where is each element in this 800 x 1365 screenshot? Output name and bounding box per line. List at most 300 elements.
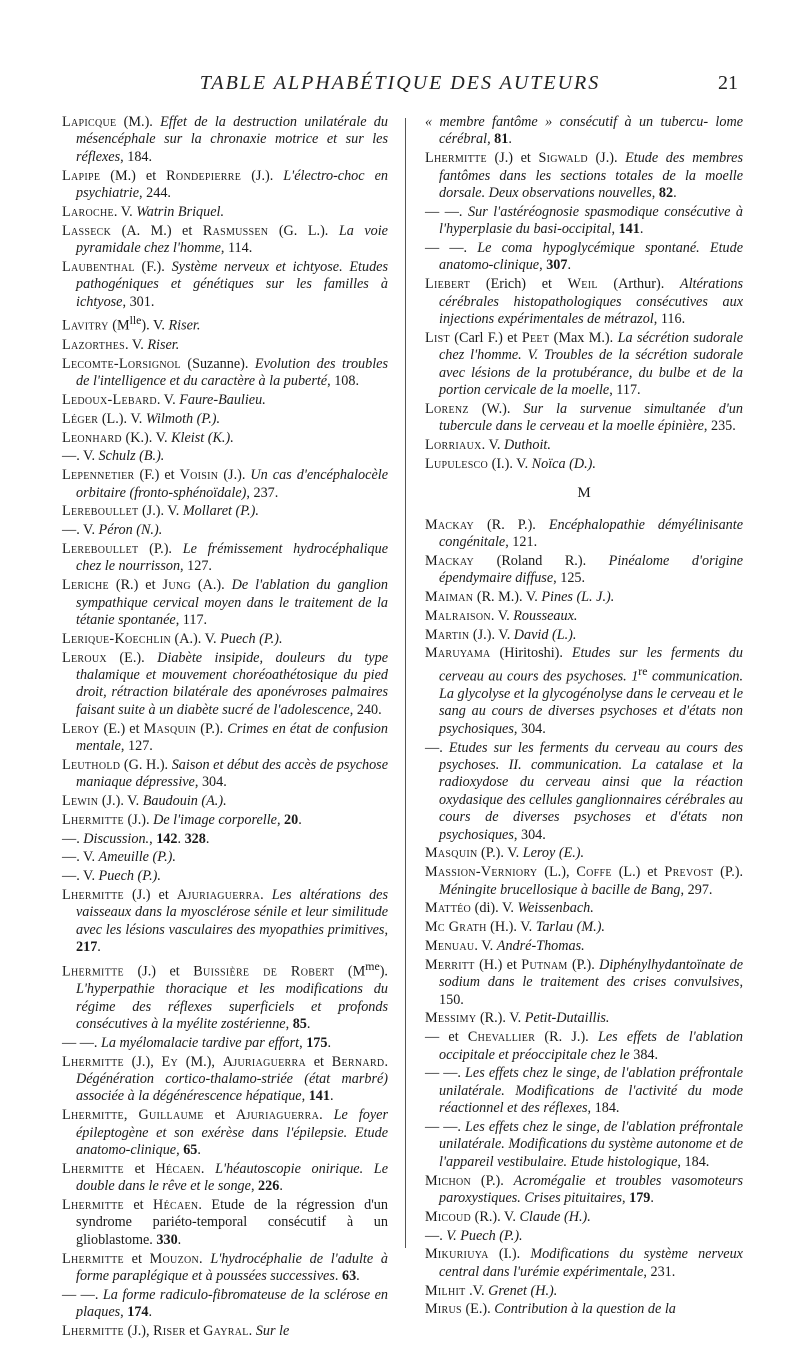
entry-text: (J.), bbox=[123, 1053, 162, 1070]
entry-text: (Hiritoshi). bbox=[490, 645, 572, 662]
index-entry bbox=[62, 887, 388, 957]
author-name: Léger bbox=[62, 410, 99, 427]
entry-text: — —. bbox=[62, 1286, 103, 1303]
entry-text: , bbox=[149, 830, 157, 847]
page-number: 21 bbox=[718, 72, 738, 94]
entry-text: (J.). bbox=[218, 467, 251, 484]
page-ref: 20 bbox=[284, 811, 299, 828]
work-title: « membre fantôme » consécutif à un tubercu- lome cérébral bbox=[425, 114, 743, 148]
entry-text: (K.). V. bbox=[121, 429, 172, 446]
entry-text: — —. bbox=[425, 1065, 466, 1082]
index-entry bbox=[62, 1161, 388, 1196]
page-ref: 174 bbox=[127, 1304, 149, 1321]
entry-text: . bbox=[567, 257, 572, 274]
index-entry bbox=[425, 150, 743, 202]
entry-text: , 114. bbox=[220, 240, 253, 257]
entry-text: . V. bbox=[156, 391, 180, 408]
work-title: Riser. bbox=[147, 336, 180, 353]
entry-text: (M.) et bbox=[100, 167, 167, 184]
work-title: Mollaret (P.). bbox=[182, 503, 259, 520]
entry-text: , 116. bbox=[653, 311, 686, 328]
author-name: Lepennetier bbox=[62, 467, 135, 484]
work-title: Saison et début des accès de psychose maniaque dépressive bbox=[76, 756, 388, 791]
work-title: Diabète insipide, douleurs du type thalamique et mouvement choréoathétosique du pied droit, rétraction bilatérale des aponévroses palmaires faisant suite à un diabète sucré de l'adolescence bbox=[76, 649, 388, 718]
entry-text: (Erich) et bbox=[470, 276, 568, 293]
entry-text: (M.), bbox=[178, 1053, 223, 1070]
author-name: Mc Grath bbox=[425, 919, 487, 936]
author-name: Voisin bbox=[179, 467, 219, 484]
entry-text: . bbox=[673, 185, 677, 202]
index-entry bbox=[425, 608, 743, 625]
author-name: Malraison bbox=[425, 607, 491, 624]
entry-text: . bbox=[248, 1322, 256, 1339]
author-name: Lhermitte bbox=[62, 1322, 124, 1339]
entry-text: , bbox=[384, 921, 388, 938]
entry-text: (E.). bbox=[461, 1301, 495, 1318]
author-name: Lhermitte bbox=[62, 1196, 124, 1213]
page-ref: 141 bbox=[618, 221, 640, 238]
index-entry bbox=[425, 517, 743, 552]
work-title: Diphénylhydantoïnate de sodium dans le traitement des crises convulsives bbox=[439, 956, 743, 991]
entry-text: (Roland R.). bbox=[474, 552, 609, 569]
entry-text: , bbox=[539, 257, 547, 274]
work-title: Ameuille (P.). bbox=[98, 849, 176, 866]
author-name: Buissière de Robert bbox=[193, 963, 335, 980]
entry-text: (R. M.). V. bbox=[473, 589, 542, 606]
index-entry bbox=[425, 1029, 743, 1064]
index-entry bbox=[425, 900, 743, 917]
work-title: Contribution à la question de la bbox=[494, 1301, 676, 1318]
work-title: André-Thomas. bbox=[496, 938, 585, 955]
entry-text: (M.). bbox=[116, 114, 161, 130]
author-name: Maiman bbox=[425, 589, 474, 606]
entry-text: . bbox=[279, 1178, 283, 1195]
entry-text: (E.) et bbox=[99, 720, 144, 737]
work-title: Grenet (H.). bbox=[488, 1282, 558, 1299]
index-entry bbox=[425, 919, 743, 936]
page-ref: 81 bbox=[494, 131, 509, 148]
right-column-l-entries bbox=[425, 114, 743, 473]
index-entry bbox=[425, 627, 743, 644]
index-entry bbox=[62, 259, 388, 311]
entry-text: (Carl F.) et bbox=[449, 329, 522, 346]
author-name: Merritt bbox=[425, 956, 475, 973]
entry-text: . bbox=[329, 1088, 334, 1105]
work-title: Un cas d'encéphalocèle orbitaire (fronto-sphénoïdale) bbox=[76, 467, 388, 501]
author-name: Bernard bbox=[331, 1053, 385, 1070]
work-title: Pines (L. J.). bbox=[541, 589, 615, 606]
author-name: Lupulesco bbox=[425, 455, 489, 472]
index-entry bbox=[425, 330, 743, 400]
entry-text: (I.). bbox=[488, 1246, 531, 1263]
work-title: Encéphalopathie démyélinisante congénitale bbox=[439, 516, 743, 551]
entry-text: (M bbox=[108, 318, 130, 335]
index-entry bbox=[62, 868, 388, 885]
work-title: Noïca (D.). bbox=[531, 455, 596, 472]
page-ref: 307 bbox=[546, 257, 568, 274]
index-entry bbox=[425, 401, 743, 436]
author-name: Martin bbox=[425, 626, 470, 643]
index-entry bbox=[425, 864, 743, 899]
entry-text: , 117. bbox=[609, 382, 641, 399]
index-entry bbox=[62, 312, 388, 335]
author-name: Lhermitte bbox=[62, 1160, 124, 1177]
index-entry bbox=[425, 1246, 743, 1281]
entry-text: , bbox=[487, 131, 495, 148]
index-entry bbox=[62, 958, 388, 1033]
author-name: Mattéo bbox=[425, 900, 472, 917]
entry-text: (L.), bbox=[537, 864, 577, 881]
author-name: Mikuriuya bbox=[425, 1246, 489, 1263]
entry-text: et bbox=[123, 1196, 154, 1213]
page-ref: 63 bbox=[341, 1267, 357, 1284]
entry-text: (J.). V. bbox=[469, 626, 514, 643]
author-name: Hécaen bbox=[153, 1196, 199, 1213]
author-name: Maruyama bbox=[425, 645, 491, 662]
page-ref: 226 bbox=[258, 1178, 280, 1195]
index-entry bbox=[425, 1228, 743, 1245]
entry-text: . bbox=[384, 1053, 388, 1070]
work-title: Sur le bbox=[255, 1322, 290, 1339]
work-title: Petit-Dutaillis. bbox=[524, 1010, 610, 1027]
index-entry bbox=[62, 541, 388, 576]
work-title: Etudes sur les ferments du cerveau au cours des psychoses. II. communication. La catalase et la radioxydose du cerveau ainsi que la réaction oxydasique des cellules ganglionnaires cérébrales au cours de diverses psychoses et d'états non psychosiques bbox=[439, 739, 743, 843]
work-title: Altérations cérébrales histopathologiques consécutives aux injections expérimentales de métrazol bbox=[439, 276, 743, 328]
entry-text: (J.). bbox=[587, 150, 626, 167]
entry-text: , bbox=[250, 1178, 259, 1195]
work-title: L'hyperpathie thoracique et les modifications du régime des réflexes superficiels et profonds consécutives à la myélite zostérienne bbox=[76, 981, 388, 1032]
entry-text: (F.). bbox=[134, 258, 172, 275]
entry-text: . bbox=[200, 1160, 216, 1177]
index-entry bbox=[425, 1209, 743, 1226]
work-title: Evolution des troubles de l'intelligence et du caractère à la puberté bbox=[76, 355, 388, 390]
entry-text: . bbox=[177, 1231, 182, 1248]
entry-text: (P.). bbox=[713, 864, 744, 881]
author-name: Liebert bbox=[425, 276, 471, 293]
author-name: Ey bbox=[161, 1053, 179, 1070]
author-name: Masquin bbox=[425, 845, 478, 862]
index-entry bbox=[62, 1197, 388, 1249]
entry-text: , bbox=[120, 1304, 128, 1321]
entry-text: , 237. bbox=[246, 484, 279, 501]
entry-text: (A. M.) et bbox=[111, 222, 203, 239]
entry-text: (F.) et bbox=[134, 467, 180, 484]
entry-text: re bbox=[638, 663, 648, 678]
author-name: Lavitry bbox=[62, 318, 109, 335]
author-name: Leonhard bbox=[62, 429, 122, 446]
author-name: Leroux bbox=[62, 649, 107, 666]
entry-text: (J.). V. bbox=[98, 792, 143, 809]
author-name: Micoud bbox=[425, 1208, 472, 1225]
entry-text: . V. bbox=[490, 607, 514, 624]
work-title: L'hydrocéphalie de l'adulte à forme paraplégique et à poussées successives bbox=[76, 1250, 388, 1284]
entry-text: (A.). V. bbox=[170, 630, 221, 647]
work-title: De l'image corporelle bbox=[153, 811, 277, 828]
entry-text: . bbox=[97, 939, 101, 956]
entry-text: (Arthur). bbox=[597, 276, 680, 293]
author-name: Lhermitte bbox=[62, 1053, 124, 1070]
work-title: Faure-Baulieu. bbox=[179, 391, 266, 408]
work-title: Discussion. bbox=[83, 830, 150, 847]
work-title: Modifications du système nerveux central dans l'urémie expérimentale bbox=[439, 1246, 743, 1280]
entry-text: .V. bbox=[465, 1282, 489, 1299]
author-name: Leroy bbox=[62, 720, 100, 737]
column-divider bbox=[405, 118, 406, 1248]
work-title: Etudes sur les ferments du cerveau au cours des psychoses. 1 bbox=[439, 645, 743, 685]
entry-text: , bbox=[611, 221, 619, 238]
index-entry bbox=[62, 223, 388, 258]
index-entry bbox=[62, 1107, 388, 1159]
entry-text: , bbox=[622, 1190, 630, 1207]
author-name: Mirus bbox=[425, 1301, 462, 1318]
index-entry bbox=[62, 812, 388, 829]
entry-text: , bbox=[176, 1141, 184, 1158]
work-title: Les effets chez le singe, de l'ablation préfrontale unilatérale. Modifications de l'activité du mode réactionnel et des réflexes bbox=[439, 1065, 744, 1117]
entry-text: (E.). bbox=[106, 649, 158, 666]
index-entry bbox=[62, 448, 388, 465]
left-column bbox=[62, 114, 388, 1342]
author-name: Michon bbox=[425, 1172, 472, 1189]
entry-text: , 184. bbox=[587, 1100, 620, 1117]
author-name: Sigwald bbox=[538, 150, 588, 167]
entry-text: (L.). V. bbox=[98, 410, 146, 427]
entry-text: . bbox=[298, 811, 302, 828]
entry-text: (R. J.). bbox=[535, 1029, 598, 1046]
entry-text: . bbox=[197, 1141, 201, 1158]
author-name: Lhermitte bbox=[62, 1107, 124, 1124]
author-name: Mackay bbox=[425, 552, 475, 569]
work-title: Pinéalome d'origine épendymaire diffuse bbox=[439, 552, 743, 587]
work-title: Les effets de l'ablation occipitale et préoccipitale chez le bbox=[439, 1029, 744, 1063]
right-column bbox=[425, 114, 743, 1320]
entry-text: , 184. bbox=[120, 148, 153, 165]
index-entry bbox=[62, 631, 388, 648]
entry-text: . V. bbox=[481, 437, 504, 454]
author-name: Laroche bbox=[62, 203, 114, 220]
right-column-m-entries bbox=[425, 517, 743, 1319]
entry-text: . bbox=[199, 1250, 211, 1267]
page-ref: 179 bbox=[629, 1190, 651, 1207]
entry-text: , 184. bbox=[677, 1153, 710, 1170]
work-title: Les altérations des vaisseaux dans la myosclérose sénile et leur similitude avec les lésions vasculaires des myopathies primitives bbox=[76, 886, 388, 938]
author-name: Peet bbox=[521, 329, 550, 346]
author-name: Leuthold bbox=[62, 756, 121, 773]
author-name: Laubenthal bbox=[62, 258, 135, 275]
entry-text: —. bbox=[62, 830, 84, 847]
work-title: Le frémissement hydrocéphalique chez le nourrisson bbox=[76, 540, 389, 575]
index-entry bbox=[62, 503, 388, 520]
index-entry bbox=[425, 276, 743, 328]
entry-text: , 297. bbox=[680, 881, 713, 898]
entry-text: ). V. bbox=[141, 318, 169, 335]
work-title: L'électro-choc en psychiatrie bbox=[76, 167, 388, 202]
entry-text: , 117. bbox=[175, 611, 208, 628]
author-name: Ajuriaguerra bbox=[235, 1107, 320, 1124]
author-name: Lhermitte bbox=[62, 811, 124, 828]
author-name: Guillaume bbox=[138, 1107, 204, 1124]
work-title: Wilmoth (P.). bbox=[145, 410, 221, 427]
entry-text: , 127. bbox=[180, 558, 212, 575]
running-header bbox=[0, 72, 800, 100]
page-ref: 82 bbox=[658, 185, 674, 202]
author-name: Lereboullet bbox=[62, 503, 139, 520]
work-title: Weissenbach. bbox=[517, 900, 594, 917]
index-entry bbox=[62, 411, 388, 428]
entry-text: —. V. bbox=[62, 849, 99, 866]
author-name: Lewin bbox=[62, 792, 99, 809]
work-title: Les effets chez le singe, de l'ablation préfrontale unilatérale. Modifications du système autonome et de l'appareil vestibulaire. Etude histologique bbox=[439, 1119, 744, 1170]
page-ref: 142 bbox=[156, 830, 178, 847]
work-title: La myélomalacie tardive par effort bbox=[101, 1034, 300, 1051]
work-title: Baudouin (A.). bbox=[142, 792, 227, 809]
author-name: Weil bbox=[567, 276, 598, 293]
entry-text: (Max M.). bbox=[549, 329, 618, 346]
work-title: Etude des membres fantômes dans les sections totales de la moelle dorsale. Deux observations nouvelles bbox=[439, 150, 743, 202]
author-name: Lorenz bbox=[425, 400, 469, 417]
entry-text: , 125. bbox=[553, 570, 586, 587]
index-entry bbox=[425, 740, 743, 844]
work-title: V. Puech (P.). bbox=[446, 1227, 523, 1244]
entry-text: —. V. bbox=[62, 522, 99, 539]
author-name: Rondepierre bbox=[166, 167, 242, 184]
index-entry bbox=[62, 522, 388, 539]
entry-text: . V. bbox=[474, 938, 497, 955]
entry-text: , bbox=[299, 1034, 307, 1051]
work-title: Péron (N.). bbox=[98, 522, 163, 539]
work-title: Schulz (B.). bbox=[98, 448, 165, 465]
entry-text: (H.). V. bbox=[486, 919, 536, 936]
author-name: Lhermitte bbox=[62, 1250, 124, 1267]
index-entry bbox=[425, 456, 743, 473]
entry-text: . V. bbox=[125, 336, 148, 353]
author-name: Leriche bbox=[62, 577, 109, 594]
work-title: L'héautoscopie onirique. Le double dans le rêve et le songe bbox=[76, 1160, 388, 1195]
index-entry bbox=[62, 168, 388, 203]
author-name: Lereboullet bbox=[62, 540, 139, 557]
index-entry bbox=[62, 430, 388, 447]
author-name: Putnam bbox=[521, 956, 568, 973]
author-name: Menuau bbox=[425, 938, 475, 955]
entry-text: (R.). V. bbox=[476, 1010, 525, 1027]
entry-text: me bbox=[365, 958, 380, 973]
index-entry bbox=[425, 1065, 743, 1117]
work-title: Effet de la destruction unilatérale du mésencéphale sur la chronaxie motrice et sur les réflexes bbox=[76, 114, 388, 165]
entry-text: (A.). bbox=[190, 577, 232, 594]
index-entry bbox=[62, 337, 388, 354]
entry-text: , 304. bbox=[513, 720, 546, 737]
author-name: Lecomte-Lorsignol bbox=[62, 355, 181, 372]
entry-text: (di). V. bbox=[471, 900, 518, 917]
index-entry bbox=[425, 114, 743, 149]
author-name: Lhermitte bbox=[425, 150, 487, 167]
entry-text: , bbox=[285, 1015, 293, 1032]
entry-text: . V. bbox=[113, 203, 137, 220]
entry-text: , 304. bbox=[194, 774, 227, 791]
index-entry bbox=[62, 1054, 388, 1106]
index-entry bbox=[425, 437, 743, 454]
index-entry bbox=[62, 204, 388, 221]
index-entry bbox=[425, 1173, 743, 1208]
entry-text: , 301. bbox=[122, 293, 155, 310]
work-title: Puech (P.). bbox=[98, 868, 161, 885]
entry-text: (J.), bbox=[123, 1322, 154, 1339]
index-entry bbox=[425, 240, 743, 275]
entry-text: . bbox=[327, 1034, 332, 1051]
entry-text: (J.) et bbox=[123, 963, 194, 980]
work-title: Riser. bbox=[168, 318, 201, 335]
entry-text: lle bbox=[129, 313, 142, 328]
running-title: TABLE ALPHABÉTIQUE DES AUTEURS bbox=[199, 72, 601, 94]
index-entry bbox=[425, 589, 743, 606]
index-entry bbox=[425, 1010, 743, 1027]
author-name: Lerique-Koechlin bbox=[62, 630, 171, 647]
author-name: Ledoux-Lebard bbox=[62, 391, 157, 408]
entry-text: —. bbox=[425, 739, 449, 756]
entry-text: , bbox=[123, 1107, 139, 1124]
entry-text: , 127. bbox=[120, 737, 153, 754]
entry-text: , bbox=[276, 811, 285, 828]
entry-text: , 231. bbox=[643, 1263, 676, 1280]
index-entry bbox=[62, 114, 388, 166]
author-name: Rasmussen bbox=[202, 222, 269, 239]
work-title: De l'ablation du ganglion sympathique cervical moyen dans le traitement de la tétanie spontanée bbox=[76, 577, 388, 628]
entry-text: (I.). V. bbox=[488, 455, 532, 472]
entry-text: — —. bbox=[425, 1119, 466, 1136]
work-title: Méningite brucellosique à bacille de Bang bbox=[439, 881, 681, 898]
page-ref: 175 bbox=[306, 1034, 328, 1051]
entry-text: . bbox=[508, 131, 512, 148]
index-entry bbox=[62, 1035, 388, 1052]
entry-text: (J.). bbox=[241, 167, 284, 184]
author-name: Riser bbox=[153, 1322, 186, 1339]
entry-text: (G. L.). bbox=[268, 222, 339, 239]
entry-text: (W.). bbox=[468, 400, 524, 417]
entry-text: — et bbox=[425, 1029, 468, 1046]
index-entry bbox=[425, 645, 743, 738]
entry-text: et bbox=[123, 1160, 156, 1177]
entry-text: (R. P.). bbox=[474, 516, 549, 533]
work-title: Le coma hypoglycémique spontané. Etude anatomo-clinique bbox=[439, 240, 743, 274]
entry-text: 384. bbox=[629, 1046, 659, 1063]
work-title: Watrin Briquel. bbox=[136, 203, 225, 220]
entry-text: (P.). bbox=[138, 540, 183, 557]
work-title: La sécrétion sudorale chez l'homme. V. Troubles de la sécrétion sudorale avec lésions de la protubérance, du bulbe et de la portion cervicale de la moelle bbox=[439, 329, 743, 399]
page-ref: 328 bbox=[184, 830, 206, 847]
entry-text: , 240. bbox=[349, 701, 382, 718]
work-title: Claude (H.). bbox=[519, 1208, 591, 1225]
index-entry bbox=[62, 849, 388, 866]
author-name: Lorriaux bbox=[425, 437, 482, 454]
entry-text: . bbox=[334, 1267, 342, 1284]
index-entry bbox=[62, 831, 388, 848]
entry-text: . bbox=[306, 1015, 311, 1032]
entry-text: , 108. bbox=[327, 373, 360, 390]
author-name: Lapipe bbox=[62, 167, 101, 184]
work-title: Sur l'astéréognosie spasmodique consécutive à l'hyperplasie du basi-occipital bbox=[439, 203, 743, 238]
work-title: La voie pyramidale chez l'homme bbox=[76, 222, 388, 257]
entry-text: . bbox=[260, 886, 272, 903]
entry-text: — —. bbox=[62, 1034, 102, 1051]
entry-text: (G. H.). bbox=[120, 756, 172, 773]
work-title: Système nerveux et ichtyose. Etudes pathogéniques et génétiques sur les familles à ichtyose bbox=[76, 258, 388, 310]
entry-text: , bbox=[301, 1088, 309, 1105]
entry-text: . Etude de la régression d'un syndrome pariéto-temporal consécutif à un glioblastome. bbox=[76, 1196, 388, 1248]
entry-text: (P.). V. bbox=[477, 845, 523, 862]
index-entry bbox=[425, 1283, 743, 1300]
entry-text: (Suzanne). bbox=[180, 355, 255, 372]
entry-text: (P.). bbox=[471, 1172, 514, 1189]
entry-text: , 150. bbox=[439, 974, 743, 1008]
